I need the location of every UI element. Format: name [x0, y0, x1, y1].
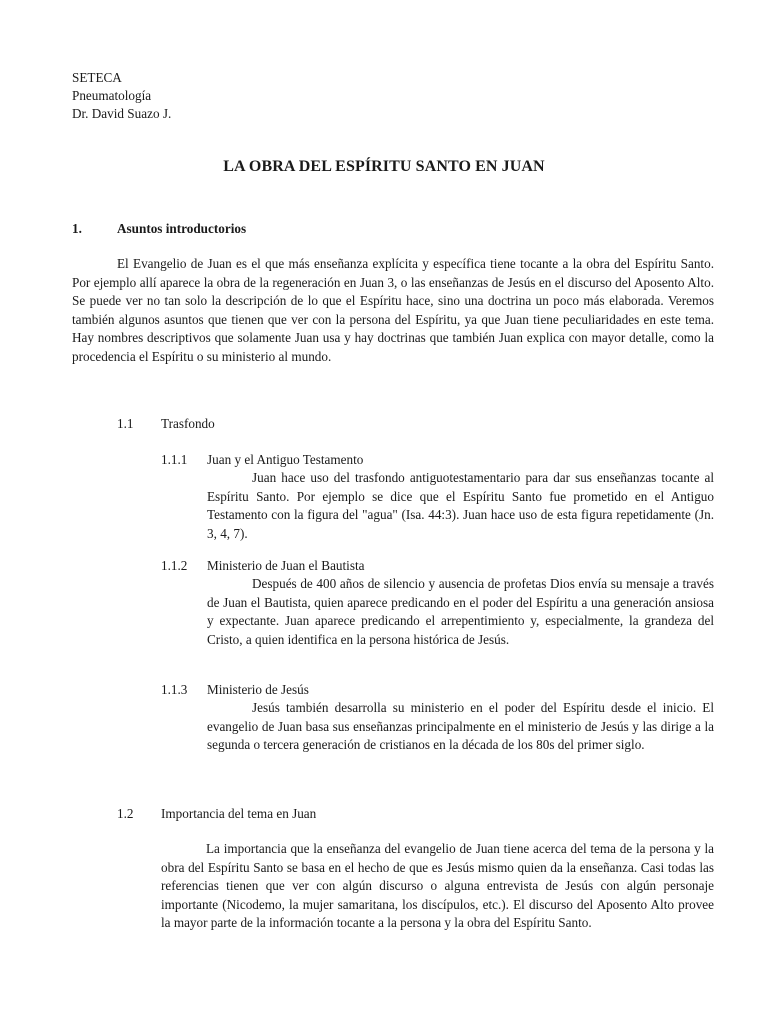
section-1-1-2-heading: Ministerio de Juan el Bautista	[207, 558, 365, 573]
section-1-1-3-body: Jesús también desarrolla su ministerio en el poder del Espíritu desde el inicio. El evangelio de Juan basa sus enseñanzas principalmente en el ministerio de Jesús y las dirige a la segunda o tercera generación de cristianos en la década de los 80s del primer siglo.	[207, 700, 714, 752]
section-1-2-number: 1.2	[117, 806, 134, 821]
section-1-1-2-number: 1.1.2	[161, 558, 188, 573]
section-1-heading: Asuntos introductorios	[117, 221, 247, 236]
section-1-2-paragraph: La importancia que la enseñanza del evangelio de Juan tiene acerca del tema de la persona y la obra del Espíritu Santo se basa en el hecho de que es Jesús mismo quien da la enseñanza. Casi todas las referencias tienen que ver con algún discurso o alguna entrevista de Jesús con algún personaje importante (Nicodemo, la mujer samaritana, los discípulos, etc.). El discurso del Aposento Alto provee la mayor parte de la información tocante a la persona y la obra del Espíritu Santo.	[161, 841, 714, 930]
section-1-1-2-body: Después de 400 años de silencio y ausencia de profetas Dios envía su mensaje a través de Juan el Bautista, quien aparece predicando en el poder del Espíritu a una generación ansiosa y expectante. Juan aparece predicando el arrepentimiento y, especialmente, la grandeza del Cristo, a quien identifica en la persona histórica de Jesús.	[207, 576, 714, 647]
section-1-2-heading: Importancia del tema en Juan	[161, 806, 317, 821]
institution-name: SETECA	[72, 70, 122, 85]
section-1-1-1-heading: Juan y el Antiguo Testamento	[207, 452, 364, 467]
section-1-1-number: 1.1	[117, 416, 134, 431]
section-1-1-1-body: Juan hace uso del trasfondo antiguotestamentario para dar sus enseñanzas tocante al Espíritu Santo. Por ejemplo se dice que el Espíritu Santo fue prometido en el Antiguo Testamento con la figura del "agua" (Isa. 44:3). Juan hace uso de esta figura repetidamente (Jn. 3, 4, 7).	[207, 470, 714, 541]
section-1-1-3-number: 1.1.3	[161, 682, 188, 697]
author-name: Dr. David Suazo J.	[72, 106, 172, 121]
section-1-number: 1.	[72, 221, 82, 236]
section-1-1-3-heading: Ministerio de Jesús	[207, 682, 309, 697]
section-1-paragraph: El Evangelio de Juan es el que más enseñanza explícita y específica tiene tocante a la obra del Espíritu Santo. Por ejemplo allí aparece la obra de la regeneración en Juan 3, o las enseñanzas de Jesús en el discurso del Aposento Alto. Se puede ver no tan solo la descripción de lo que el Espíritu hace, sino una doctrina un poco más elaborada. Veremos también algunos asuntos que tienen que ver con la persona del Espíritu, ya que Juan tiene peculiaridades en este tema. Hay nombres descriptivos que solamente Juan usa y hay doctrinas que también Juan explica con mayor detalle, como la procedencia el Espíritu o su ministerio al mundo.	[72, 256, 714, 364]
section-1-1-heading: Trasfondo	[161, 416, 215, 431]
course-name: Pneumatología	[72, 88, 152, 103]
section-1-1-1-number: 1.1.1	[161, 452, 188, 467]
document-title: LA OBRA DEL ESPÍRITU SANTO EN JUAN	[223, 158, 545, 175]
